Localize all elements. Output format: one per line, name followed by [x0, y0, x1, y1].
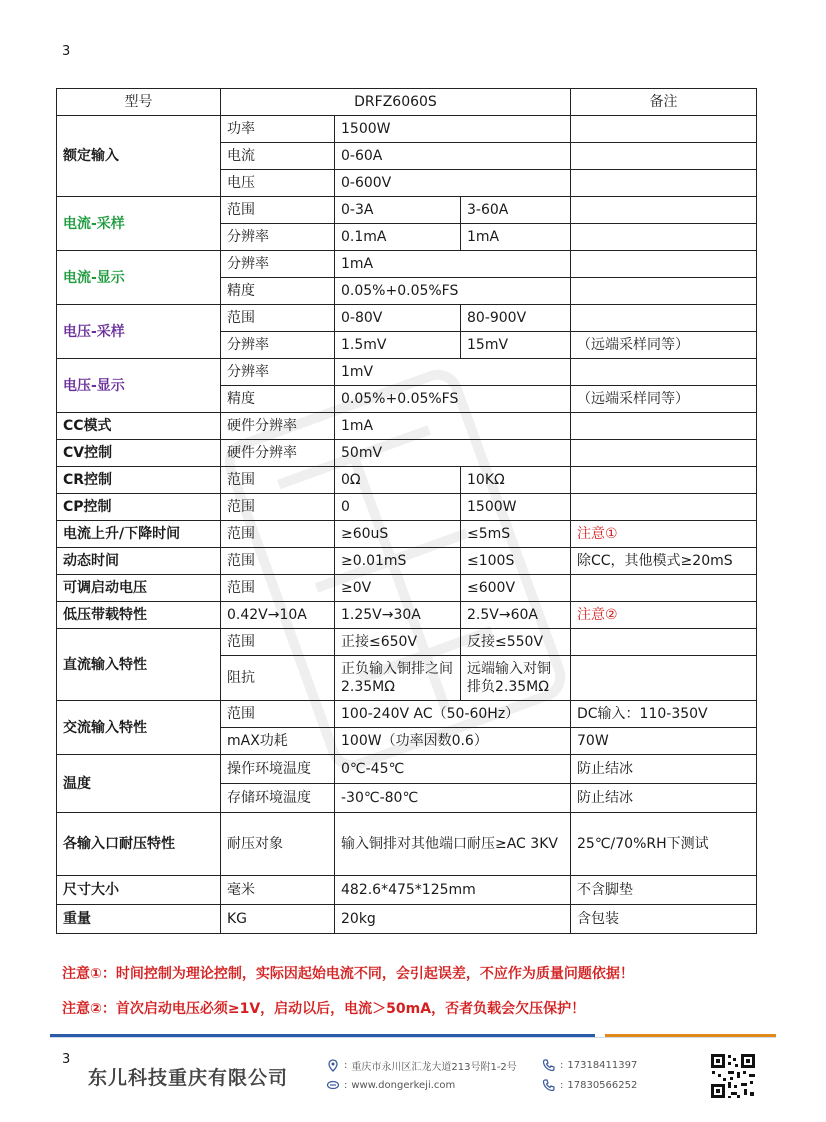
phone-icon — [542, 1058, 556, 1072]
row-label-cr: CR控制 — [57, 467, 221, 494]
row-label-low-voltage: 低压带载特性 — [57, 602, 221, 629]
cell-note: 防止结冰 — [571, 755, 757, 784]
cell-note: 25℃/70%RH下测试 — [571, 813, 757, 876]
cell-note: （远端采样同等） — [571, 386, 757, 413]
cell-name: KG — [221, 905, 335, 934]
cell-value: 482.6*475*125mm — [335, 876, 571, 905]
cell-note — [571, 467, 757, 494]
cell-value: 远端输入对铜排负2.35MΩ — [461, 656, 571, 701]
cell-note: （远端采样同等） — [571, 332, 757, 359]
web-link-icon — [326, 1078, 340, 1092]
table-row — [57, 521, 757, 548]
cell-value: ≥0.01mS — [335, 548, 461, 575]
cell-note: 除CC，其他模式≥20mS — [571, 548, 757, 575]
row-label-voltage-sampling: 电压-采样 — [57, 305, 221, 359]
cell-note — [571, 224, 757, 251]
cell-note — [571, 629, 757, 656]
cell-note — [571, 197, 757, 224]
row-label-temperature: 温度 — [57, 755, 221, 813]
cell-note — [571, 278, 757, 305]
row-label-size: 尺寸大小 — [57, 876, 221, 905]
row-label-current-display: 电流-显示 — [57, 251, 221, 305]
cell-note: DC输入：110-350V — [571, 701, 757, 728]
note-1: 注意①：时间控制为理论控制，实际因起始电流不同，会引起误差，不应作为质量问题依据！ — [62, 966, 634, 982]
cell-value: 3-60A — [461, 197, 571, 224]
cell-name: 硬件分辨率 — [221, 413, 335, 440]
footer-phone-1: : 17318411397 — [542, 1058, 637, 1072]
cell-name: 范围 — [221, 521, 335, 548]
cell-value: 1500W — [335, 116, 571, 143]
cell-note — [571, 305, 757, 332]
cell-value: 20kg — [335, 905, 571, 934]
cell-value: 0Ω — [335, 467, 461, 494]
spec-table — [56, 88, 757, 934]
cell-name: 电压 — [221, 170, 335, 197]
table-row — [57, 701, 757, 728]
cell-value: 100W（功率因数0.6） — [335, 728, 571, 755]
cell-note: 防止结冰 — [571, 784, 757, 813]
cell-name: 精度 — [221, 386, 335, 413]
cell-note — [571, 440, 757, 467]
cell-value: 1.25V→30A — [335, 602, 461, 629]
cell-name: 功率 — [221, 116, 335, 143]
page-number-top: 3 — [62, 44, 71, 59]
address-text: 重庆市永川区汇龙大道213号附1-2号 — [351, 1062, 517, 1073]
cell-name: 0.42V→10A — [221, 602, 335, 629]
row-label-current-sampling: 电流-采样 — [57, 197, 221, 251]
cell-value: 1mA — [335, 251, 571, 278]
cell-value: 1mV — [335, 359, 571, 386]
table-row — [57, 197, 757, 224]
cell-value: ≥0V — [335, 575, 461, 602]
cell-name: 范围 — [221, 575, 335, 602]
table-row — [57, 602, 757, 629]
cell-value: 反接≤550V — [461, 629, 571, 656]
cell-name: 耐压对象 — [221, 813, 335, 876]
cell-note — [571, 494, 757, 521]
table-row — [57, 440, 757, 467]
cell-value: 100-240V AC（50-60Hz） — [335, 701, 571, 728]
cell-note: 含包装 — [571, 905, 757, 934]
table-row — [57, 905, 757, 934]
cell-value: 15mV — [461, 332, 571, 359]
table-row — [57, 813, 757, 876]
table-row — [57, 251, 757, 278]
company-name: 东儿科技重庆有限公司 — [88, 1067, 289, 1089]
cell-name: 范围 — [221, 467, 335, 494]
cell-name: 范围 — [221, 548, 335, 575]
cell-value: ≤5mS — [461, 521, 571, 548]
phone-icon — [542, 1078, 556, 1092]
cell-name: 精度 — [221, 278, 335, 305]
cell-name: 范围 — [221, 629, 335, 656]
row-label-dynamic: 动态时间 — [57, 548, 221, 575]
cell-value: 2.5V→60A — [461, 602, 571, 629]
cell-note — [571, 143, 757, 170]
row-label-voltage-display: 电压-显示 — [57, 359, 221, 413]
table-row — [57, 548, 757, 575]
cell-note — [571, 413, 757, 440]
cell-value: 0 — [335, 494, 461, 521]
footer-divider — [50, 1034, 776, 1037]
cell-value: 0-60A — [335, 143, 571, 170]
cell-value: 正接≤650V — [335, 629, 461, 656]
cell-note — [571, 170, 757, 197]
cell-name: 分辨率 — [221, 224, 335, 251]
cell-value: 0℃-45℃ — [335, 755, 571, 784]
row-label-start-voltage: 可调启动电压 — [57, 575, 221, 602]
cell-name: 范围 — [221, 701, 335, 728]
cell-value: 0-600V — [335, 170, 571, 197]
qr-code-icon — [709, 1052, 757, 1100]
table-row — [57, 629, 757, 656]
cell-value: 0.05%+0.05%FS — [335, 278, 571, 305]
table-row — [57, 494, 757, 521]
cell-value: 1500W — [461, 494, 571, 521]
cell-value: ≤600V — [461, 575, 571, 602]
cell-note — [571, 575, 757, 602]
footer-phone-2: : 17830566252 — [542, 1078, 637, 1092]
cell-name: 范围 — [221, 305, 335, 332]
table-row — [57, 305, 757, 332]
cell-name: 硬件分辨率 — [221, 440, 335, 467]
cell-name: 分辨率 — [221, 359, 335, 386]
cell-value: 0.05%+0.05%FS — [335, 386, 571, 413]
cell-note — [571, 116, 757, 143]
row-label-rise-fall: 电流上升/下降时间 — [57, 521, 221, 548]
cell-name: 阻抗 — [221, 656, 335, 701]
table-row — [57, 876, 757, 905]
footer-address: : 重庆市永川区汇龙大道213号附1-2号 — [326, 1058, 517, 1073]
cell-name: 电流 — [221, 143, 335, 170]
cell-name: 分辨率 — [221, 332, 335, 359]
phone-1-text: 17318411397 — [567, 1059, 638, 1071]
location-pin-icon — [326, 1059, 340, 1073]
table-row — [57, 359, 757, 386]
cell-note — [571, 656, 757, 701]
table-row — [57, 575, 757, 602]
footer-website[interactable]: : www.dongerkeji.com — [326, 1078, 455, 1092]
cell-value: -30℃-80℃ — [335, 784, 571, 813]
cell-value: 正负输入铜排之间2.35MΩ — [335, 656, 461, 701]
cell-value: 1mA — [461, 224, 571, 251]
cell-value: 1.5mV — [335, 332, 461, 359]
row-label-dc-input: 直流输入特性 — [57, 629, 221, 701]
phone-2-text: 17830566252 — [567, 1079, 638, 1091]
row-label-cv: CV控制 — [57, 440, 221, 467]
header-remarks: 备注 — [571, 89, 757, 116]
cell-name: 范围 — [221, 197, 335, 224]
cell-name: 分辨率 — [221, 251, 335, 278]
row-label-cp: CP控制 — [57, 494, 221, 521]
cell-value: 0.1mA — [335, 224, 461, 251]
cell-value: 10KΩ — [461, 467, 571, 494]
table-header-row — [57, 89, 757, 116]
cell-name: 范围 — [221, 494, 335, 521]
cell-note: 不含脚垫 — [571, 876, 757, 905]
cell-value: 80-900V — [461, 305, 571, 332]
header-model: 型号 — [57, 89, 221, 116]
header-model-value: DRFZ6060S — [221, 89, 571, 116]
cell-value: 0-80V — [335, 305, 461, 332]
cell-value: ≥60uS — [335, 521, 461, 548]
cell-name: 毫米 — [221, 876, 335, 905]
cell-value: 50mV — [335, 440, 571, 467]
cell-value: 1mA — [335, 413, 571, 440]
website-text[interactable]: www.dongerkeji.com — [351, 1079, 456, 1091]
cell-note — [571, 251, 757, 278]
row-label-ac-input: 交流输入特性 — [57, 701, 221, 755]
table-row — [57, 413, 757, 440]
cell-name: 操作环境温度 — [221, 755, 335, 784]
page-number-bottom: 3 — [62, 1052, 71, 1067]
cell-value: ≤100S — [461, 548, 571, 575]
cell-value: 0-3A — [335, 197, 461, 224]
table-row — [57, 755, 757, 784]
note-2: 注意②：首次启动电压必须≥1V，启动以后，电流＞50mA，否者负载会欠压保护！ — [62, 1001, 586, 1017]
cell-name: 存储环境温度 — [221, 784, 335, 813]
cell-note: 70W — [571, 728, 757, 755]
row-label-cc: CC模式 — [57, 413, 221, 440]
table-row — [57, 467, 757, 494]
cell-name: mAX功耗 — [221, 728, 335, 755]
row-label-weight: 重量 — [57, 905, 221, 934]
row-label-rated-input: 额定输入 — [57, 116, 221, 197]
cell-note: 注意① — [571, 521, 757, 548]
table-row — [57, 116, 757, 143]
cell-note — [571, 359, 757, 386]
cell-note: 注意② — [571, 602, 757, 629]
row-label-withstand: 各输入口耐压特性 — [57, 813, 221, 876]
cell-value: 输入铜排对其他端口耐压≥AC 3KV — [335, 813, 571, 876]
